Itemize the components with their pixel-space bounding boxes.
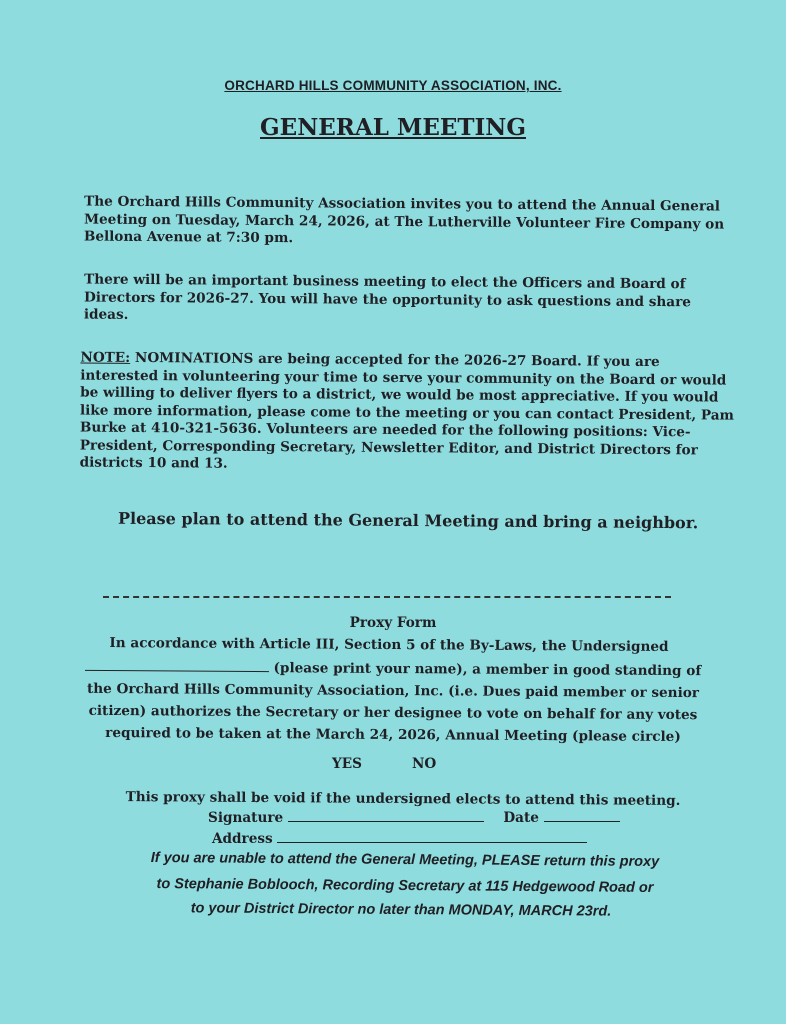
return-instructions-line: to Stephanie Boblooch, Recording Secretary at 115 Hedgewood Road or (156, 876, 654, 896)
signature-label: Signature (208, 810, 284, 826)
return-instructions-line: to your District Director no later than MONDAY, MARCH 23rd. (190, 900, 612, 920)
proxy-text-line: the Orchard Hills Community Association, Inc. (i.e. Dues paid member or senior (86, 680, 700, 702)
date-label: Date (503, 810, 539, 826)
paragraph-line: interested in volunteering your time to serve your community on the Board or would (80, 367, 727, 389)
proxy-form-title: Proxy Form (349, 615, 437, 631)
organization-name: ORCHARD HILLS COMMUNITY ASSOCIATION, INC. (224, 78, 562, 93)
note-first-line-text: NOMINATIONS are being accepted for the 2026-27 Board. If you are (130, 349, 660, 371)
paragraph-line: Meeting on Tuesday, March 24, 2026, at The Lutherville Volunteer Fire Company on (83, 211, 725, 233)
paragraph-line: Burke at 410-321-5636. Volunteers are needed for the following positions: Vice- (79, 419, 691, 441)
signature-row (208, 810, 620, 826)
address-label: Address (212, 831, 273, 847)
paragraph-line: The Orchard Hills Community Association invites you to attend the Annual General (84, 193, 721, 215)
yes-option[interactable]: YES (332, 756, 362, 772)
paragraph-line: Directors for 2026-27. You will have the opportunity to ask questions and share (83, 289, 691, 310)
address-row (212, 831, 587, 847)
note-paragraph (79, 349, 735, 477)
plan-to-attend: Please plan to attend the General Meeting and bring a neighbor. (117, 508, 699, 533)
date-blank[interactable] (544, 821, 620, 822)
proxy-text-line: In accordance with Article III, Section 5 of the By-Laws, the Undersigned (109, 635, 669, 655)
paragraph-line: Bellona Avenue at 7:30 pm. (83, 228, 294, 247)
paragraph-line: be willing to deliver flyers to a district, we would be most appreciative. If you would (80, 384, 719, 406)
page-title: GENERAL MEETING (260, 114, 526, 141)
no-option[interactable]: NO (412, 756, 437, 772)
invitation-paragraph (83, 193, 725, 251)
paragraph-line: President, Corresponding Secretary, Newsletter Editor, and District Directors for (79, 437, 698, 458)
paragraph-line: There will be an important business meeting to elect the Officers and Board of (84, 271, 686, 293)
proxy-text-line: citizen) authorizes the Secretary or her designee to vote on behalf for any votes (88, 702, 698, 724)
proxy-name-line (0, 658, 786, 679)
proxy-void-text: This proxy shall be void if the undersigned elects to attend this meeting. (125, 789, 681, 809)
paragraph-line: districts 10 and 13. (79, 454, 228, 472)
proxy-text-line: required to be taken at the March 24, 2026, Annual Meeting (please circle) (105, 724, 681, 746)
note-label: NOTE: (80, 349, 131, 366)
print-name-blank[interactable] (85, 670, 269, 672)
paragraph-line: like more information, please come to the meeting or you can contact President, Pam (79, 402, 735, 424)
proxy-name-line-text: (please print your name), a member in good standing of (268, 660, 702, 680)
signature-blank[interactable] (288, 821, 484, 822)
return-instructions-line: If you are unable to attend the General Meeting, PLEASE return this proxy (150, 850, 660, 870)
business-paragraph (84, 272, 714, 329)
cut-line-divider (103, 596, 671, 598)
paragraph-line: ideas. (83, 306, 129, 323)
address-blank[interactable] (277, 842, 587, 843)
